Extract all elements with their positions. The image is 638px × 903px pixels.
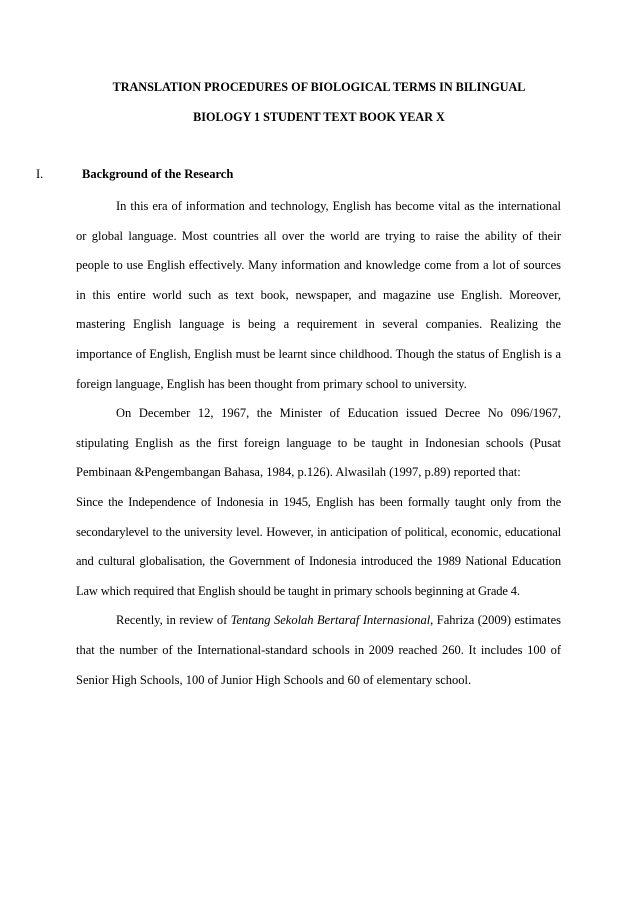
paragraph-4-italic-title: Tentang Sekolah Bertaraf Internasional, — [230, 613, 434, 628]
paragraph-4 — [76, 606, 561, 695]
document-title-line-1: TRANSLATION PROCEDURES OF BIOLOGICAL TERMS IN BILINGUAL — [112, 80, 526, 94]
paragraph-4-end: Fahriza (2009) estimates that the number of the International-standard schools in 2009 reached 260. It includes 100 of Senior High Schools, 100 of Junior High Schools and 60 of elementary school. — [76, 613, 561, 687]
quoted-paragraph: Since the Independence of Indonesia in 1945, English has been formally taught only from the secondarylevel to the university level. However, in anticipation of political, economic, educational and cultural globalisation, the Government of Indonesia introduced the 1989 National Education Law which required that English should be taught in primary schools beginning at Grade 4. — [76, 494, 561, 598]
document-title-line-2: BIOLOGY 1 STUDENT TEXT BOOK YEAR X — [193, 110, 445, 124]
paragraph-2: On December 12, 1967, the Minister of Education issued Decree No 096/1967, stipulating English as the first foreign language to be taught in Indonesian schools (Pusat Pembinaan &Pengembangan Bahasa, 1984, p.126). Alwasilah (1997, p.89) reported that: — [76, 406, 561, 480]
paragraph-4-start: Recently, in review of — [116, 613, 231, 628]
paragraph-1: In this era of information and technology, English has become vital as the international or global language. Most countries all over the world are trying to raise the ability of their people to use English effectively. Many information and knowledge come from a lot of sources in this entire world such as text book, newspaper, and magazine use English. Moreover, mastering English language is being a requirement in several companies. Realizing the importance of English, English must be learnt since childhood. Though the status of English is a foreign language, English has been thought from primary school to university. — [76, 199, 561, 391]
section-heading: Background of the Research — [82, 167, 234, 181]
body-text — [76, 192, 561, 695]
section-number: I. — [36, 167, 44, 181]
